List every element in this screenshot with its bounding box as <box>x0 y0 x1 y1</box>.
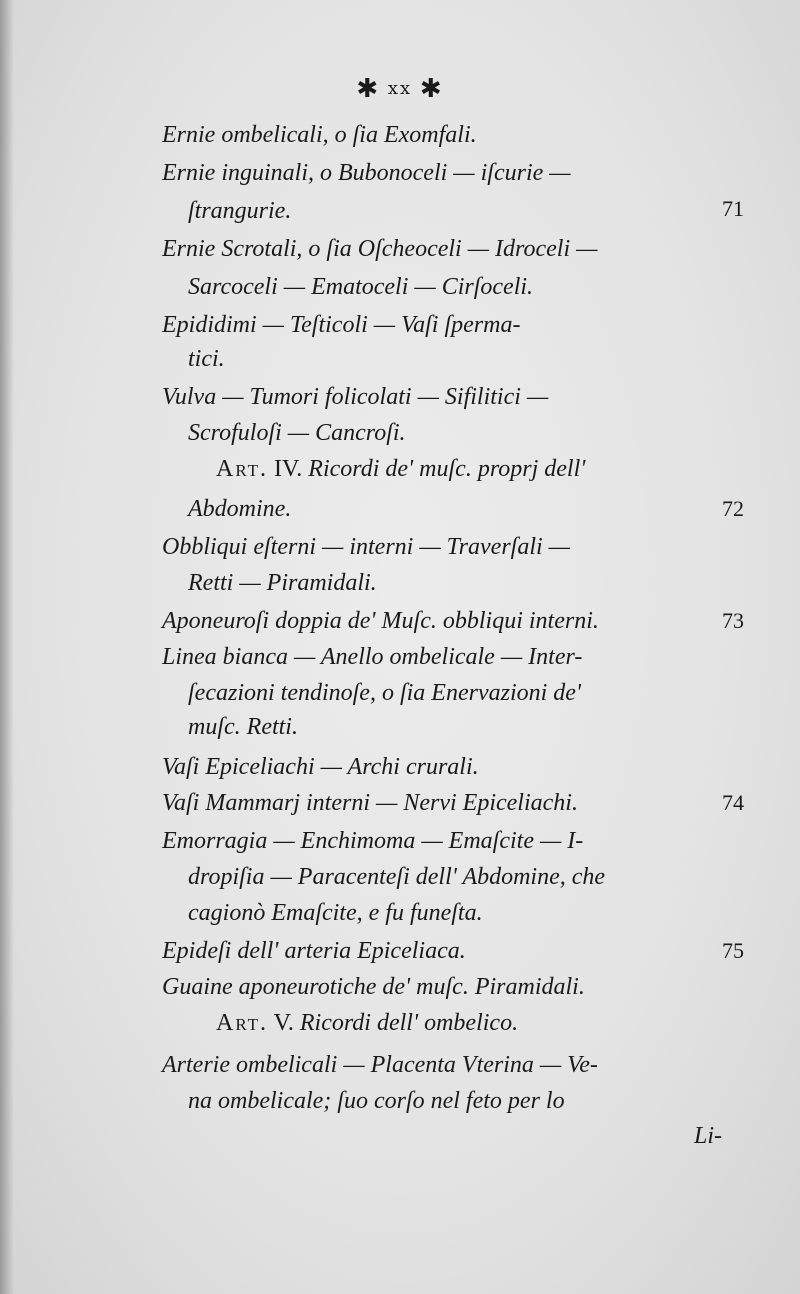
toc-line: na ombelicale; ſuo corſo nel feto per lo <box>188 1088 565 1114</box>
toc-line: ſecazioni tendinoſe, o ſia Enervazioni de' <box>188 680 582 706</box>
toc-line: Emorragia — Enchimoma — Emaſcite — I- <box>162 828 584 854</box>
toc-line: Abdomine. <box>188 496 292 522</box>
page-edge-shadow <box>0 0 14 1294</box>
toc-line: Vaſi Epiceliachi — Archi crurali. <box>162 754 479 780</box>
toc-line: Epideſi dell' arteria Epiceliaca. <box>162 938 466 964</box>
toc-line: dropiſia — Paracenteſi dell' Abdomine, che <box>188 864 606 890</box>
page-number: 74 <box>722 790 744 815</box>
article-heading <box>216 456 585 483</box>
catchword: Li- <box>693 1123 722 1149</box>
article-heading <box>216 1010 518 1037</box>
page-number: 75 <box>722 938 744 963</box>
article-label: Art. <box>216 1010 269 1036</box>
toc-line: Ernie inguinali, o Bubonoceli — iſcurie — <box>162 160 571 186</box>
toc-line: Guaine aponeurotiche de' muſc. Piramidali. <box>162 974 585 1000</box>
toc-line: Vulva — Tumori folicolati — Sifilitici — <box>162 384 549 410</box>
toc-line: Sarcoceli — Ematoceli — Cirſoceli. <box>188 274 534 300</box>
asterisk-right-icon: ✱ <box>419 74 444 104</box>
page-number: 72 <box>722 496 744 521</box>
article-numeral: V. <box>273 1010 294 1036</box>
toc-line: Arterie ombelicali — Placenta Vterina — Ve- <box>162 1052 598 1078</box>
toc-line: ſtrangurie. <box>188 198 292 224</box>
page-number: 73 <box>722 608 744 633</box>
toc-line: Scrofuloſi — Cancroſi. <box>188 420 406 446</box>
toc-line: Epididimi — Teſticoli — Vaſi ſperma- <box>162 312 521 338</box>
toc-line: Linea bianca — Anello ombelicale — Inter- <box>162 644 583 670</box>
page-header <box>0 74 800 104</box>
toc-line: Vaſi Mammarj interni — Nervi Epiceliachi. <box>162 790 578 816</box>
article-title: Ricordi dell' ombelico. <box>299 1010 519 1036</box>
toc-line: cagionò Emaſcite, e fu funeſta. <box>188 900 483 926</box>
page-number: 71 <box>722 196 744 221</box>
toc-line: Ernie ombelicali, o ſia Exomfali. <box>162 122 477 148</box>
article-label: Art. <box>216 456 269 482</box>
toc-line: tici. <box>188 346 225 372</box>
toc-line: Obbliqui eſterni — interni — Traverſali — <box>162 534 571 560</box>
toc-line: Retti — Piramidali. <box>188 570 377 596</box>
page-roman-numeral: xx <box>387 78 413 99</box>
article-numeral: IV. <box>274 456 303 482</box>
asterisk-left-icon: ✱ <box>356 74 381 104</box>
toc-line: Aponeuroſi doppia de' Muſc. obbliqui interni. <box>162 608 599 634</box>
article-title: Ricordi de' muſc. proprj dell' <box>308 456 586 482</box>
toc-line: muſc. Retti. <box>188 714 298 740</box>
toc-line: Ernie Scrotali, o ſia Oſcheoceli — Idroceli — <box>162 236 598 262</box>
